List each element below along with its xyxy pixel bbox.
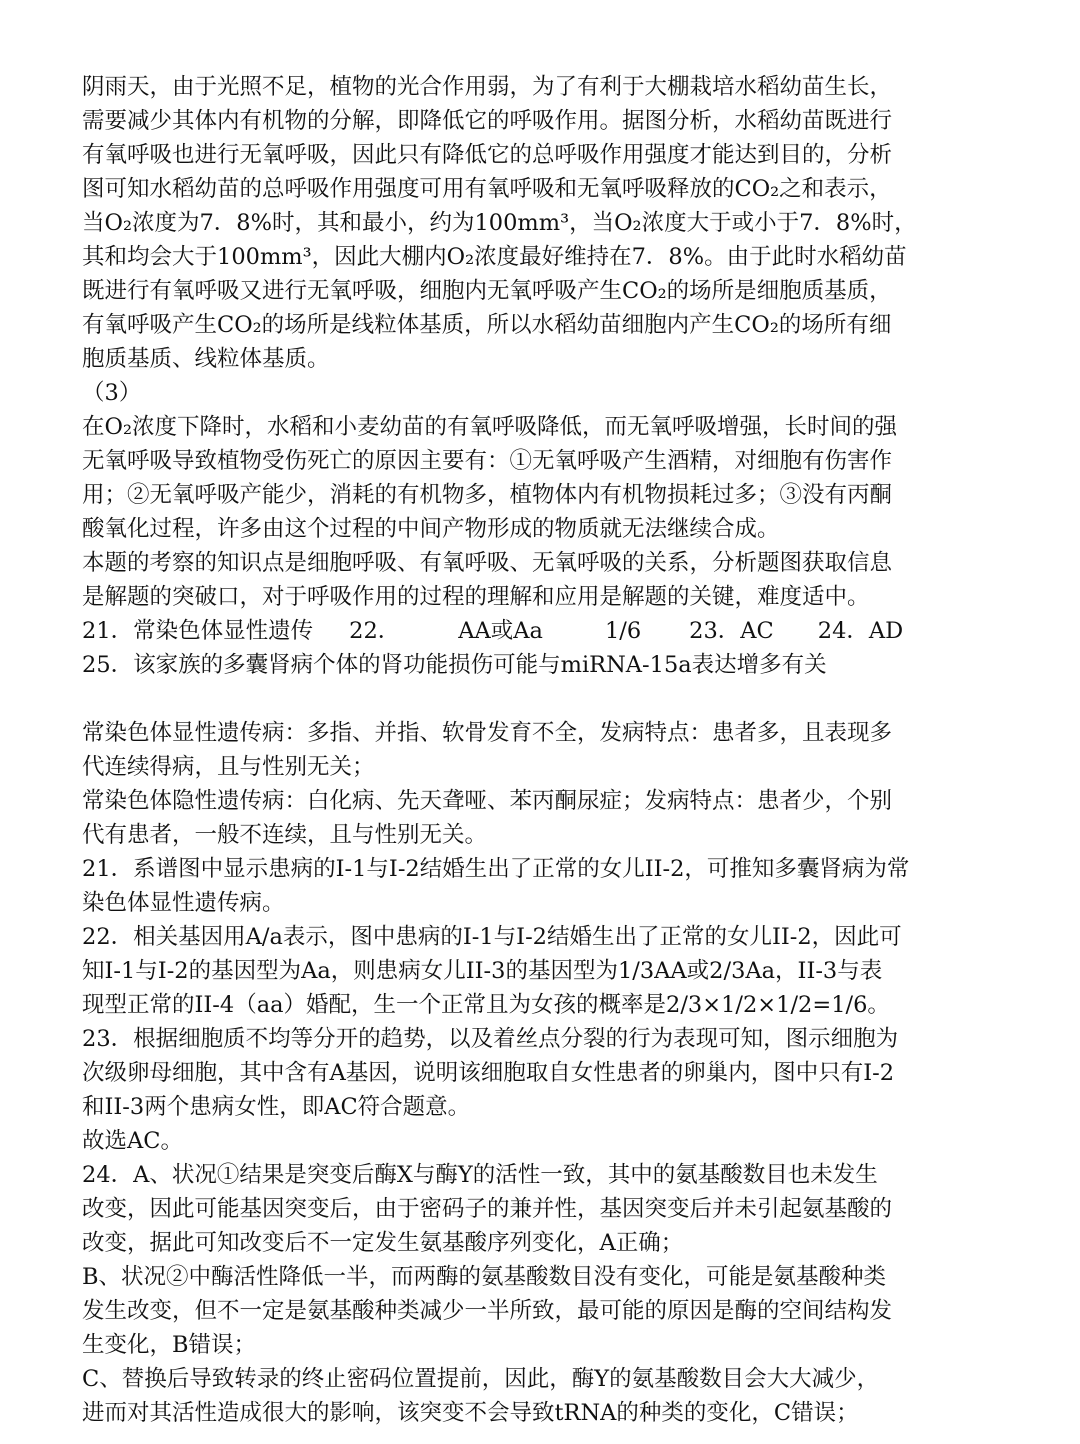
explanation-section [82,716,1010,1430]
answer-22-genotype: AA或Aa [458,618,543,644]
answer-25: 25．该家族的多囊肾病个体的肾功能损伤可能与miRNA-15a表达增多有关 [82,652,827,678]
text-line: B、状况②中酶活性降低一半，而两酶的氨基酸数目没有变化，可能是氨基酸种类 [82,1264,887,1290]
text-line: 22．相关基因用A/a表示，图中患病的I-1与I-2结婚生出了正常的女儿II-2，因此可 [82,924,902,950]
text-line: 染色体显性遗传病。 [82,890,285,916]
text-line: 其和均会大于100mm³，因此大棚内O₂浓度最好维持在7．8%。由于此时水稻幼苗 [82,244,907,270]
text-line: 常染色体隐性遗传病：白化病、先天聋哑、苯丙酮尿症；发病特点：患者少，个别 [82,788,893,814]
answer-key-row [82,614,1010,648]
text-line: 代连续得病，且与性别无关； [82,754,375,780]
text-line: 知I-1与I-2的基因型为Aa，则患病女儿II-3的基因型为1/3AA或2/3Aa，II-3与表 [82,958,883,984]
text-line: 23．根据细胞质不均等分开的趋势，以及着丝点分裂的行为表现可知，图示细胞为 [82,1026,899,1052]
text-line: 有氧呼吸也进行无氧呼吸，因此只有降低它的总呼吸作用强度才能达到目的，分析 [82,142,893,168]
section-2-paragraph [82,70,1010,376]
text-line: C、替换后导致转录的终止密码位置提前，因此，酶Y的氨基酸数目会大大减少， [82,1366,880,1392]
text-line: 次级卵母细胞，其中含有A基因，说明该细胞取自女性患者的卵巢内，图中只有I-2 [82,1060,895,1086]
text-line: 胞质基质、线粒体基质。 [82,346,330,372]
text-line: 常染色体显性遗传病：多指、并指、软骨发育不全，发病特点：患者多，且表现多 [82,720,893,746]
text-line: 既进行有氧呼吸又进行无氧呼吸，细胞内无氧呼吸产生CO₂的场所是细胞质基质， [82,278,892,304]
text-line: 本题的考察的知识点是细胞呼吸、有氧呼吸、无氧呼吸的关系，分析题图获取信息 [82,550,893,576]
text-line: 24．A、状况①结果是突变后酶X与酶Y的活性一致，其中的氨基酸数目也未发生 [82,1162,878,1188]
answer-22-probability: 1/6 [604,618,642,644]
part-3-label: （3） [82,380,142,406]
text-line: 现型正常的II-4（aa）婚配，生一个正常且为女孩的概率是2/3×1/2×1/2=1/6。 [82,992,890,1018]
text-line: 和II-3两个患病女性，即AC符合题意。 [82,1094,471,1120]
text-line: 无氧呼吸导致植物受伤死亡的原因主要有：①无氧呼吸产生酒精，对细胞有伤害作 [82,448,893,474]
text-line: 在O₂浓度下降时，水稻和小麦幼苗的有氧呼吸降低，而无氧呼吸增强，长时间的强 [82,414,897,440]
text-line: 有氧呼吸产生CO₂的场所是线粒体基质，所以水稻幼苗细胞内产生CO₂的场所有细 [82,312,892,338]
text-line: 图可知水稻幼苗的总呼吸作用强度可用有氧呼吸和无氧呼吸释放的CO₂之和表示， [82,176,892,202]
text-line: 需要减少其体内有机物的分解，即降低它的呼吸作用。据图分析，水稻幼苗既进行 [82,108,893,134]
text-line: 生变化，B错误； [82,1332,257,1358]
answer-24: 24．AD [817,618,904,644]
paragraph-gap [82,682,1010,716]
answer-22-label: 22． [349,618,401,644]
text-line: 故选AC。 [82,1128,183,1154]
text-line: 进而对其活性造成很大的影响，该突变不会导致tRNA的种类的变化，C错误； [82,1400,859,1426]
answer-21: 21．常染色体显性遗传 [82,618,314,644]
text-line: 用；②无氧呼吸产能少，消耗的有机物多，植物体内有机物损耗过多；③没有丙酮 [82,482,893,508]
answer-23: 23．AC [689,618,774,644]
text-line: 代有患者，一般不连续，且与性别无关。 [82,822,488,848]
text-line: 改变，据此可知改变后不一定发生氨基酸序列变化，A正确； [82,1230,684,1256]
text-line: 酸氧化过程，许多由这个过程的中间产物形成的物质就无法继续合成。 [82,516,780,542]
text-line: 改变，因此可能基因突变后，由于密码子的兼并性，基因突变后并未引起氨基酸的 [82,1196,893,1222]
text-line: 发生改变，但不一定是氨基酸种类减少一半所致，最可能的原因是酶的空间结构发 [82,1298,893,1324]
section-3-paragraph [82,410,1010,614]
text-line: 阴雨天，由于光照不足，植物的光合作用弱，为了有利于大棚栽培水稻幼苗生长， [82,74,893,100]
text-line: 当O₂浓度为7．8%时，其和最小，约为100mm³，当O₂浓度大于或小于7．8%时， [82,210,917,236]
text-line: 21．系谱图中显示患病的I-1与I-2结婚生出了正常的女儿II-2，可推知多囊肾病为常 [82,856,910,882]
text-line: 是解题的突破口，对于呼吸作用的过程的理解和应用是解题的关键，难度适中。 [82,584,870,610]
